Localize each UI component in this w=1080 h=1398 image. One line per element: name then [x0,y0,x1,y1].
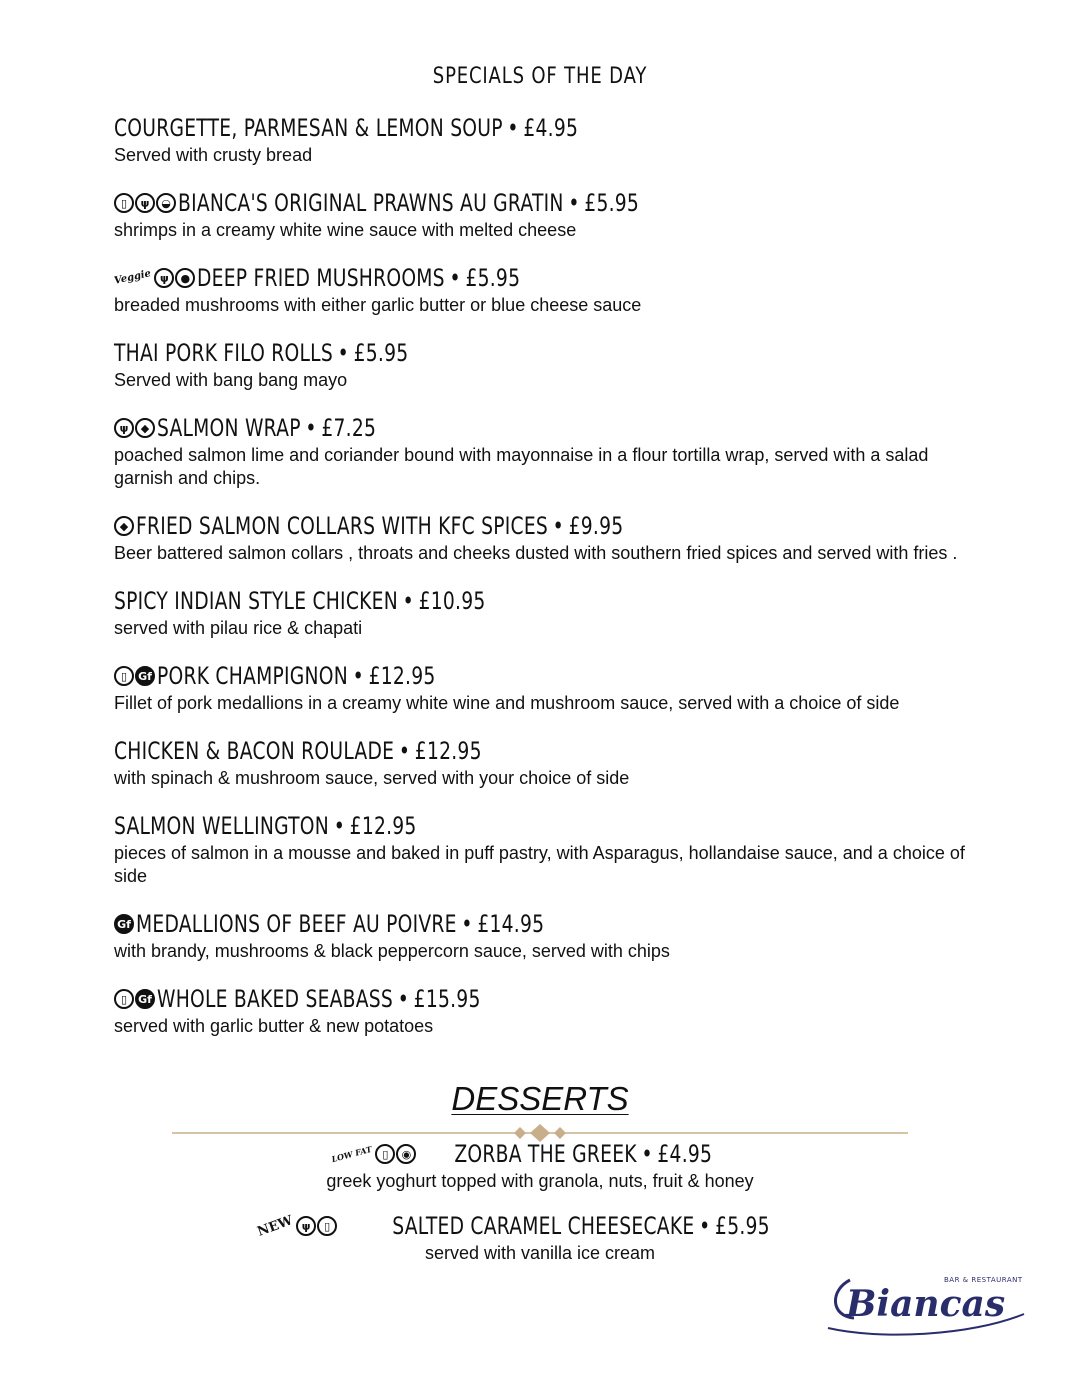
price-separator: • [398,737,411,765]
dessert-item [0,1210,1080,1265]
allergen-icons [114,516,134,536]
item-name: CHICKEN & BACON ROULADE [114,737,395,765]
gluten-icon: ψ [296,1216,316,1236]
item-price: £4.95 [657,1140,713,1168]
special-item [114,660,974,715]
special-item [114,412,974,490]
item-description: Beer battered salmon collars , throats and cheeks dusted with southern fried spices and served with fries . [114,543,958,563]
item-heading [114,262,974,294]
item-title [157,414,376,442]
item-title [136,512,623,540]
item-name: ZORBA THE GREEK [454,1140,638,1168]
item-title [114,587,485,615]
price-separator: • [461,910,473,938]
item-title [114,737,482,765]
veggie-icon: Veggie [113,268,152,287]
price-separator: • [402,587,414,615]
item-heading [114,908,974,940]
special-item [114,187,974,242]
item-title [114,339,408,367]
special-item [114,908,974,963]
price-separator: • [352,662,364,690]
item-name: SPICY INDIAN STYLE CHICKEN [114,587,398,615]
gluten-icon: ψ [154,268,174,288]
allergen-icons [114,666,155,686]
item-description: pieces of salmon in a mousse and baked in puff pastry, with Asparagus, hollandaise sauce, and a choice of side [114,843,965,886]
allergen-icons [114,418,155,438]
price-separator: • [699,1212,711,1240]
specials-list [114,112,974,1058]
item-heading [114,585,974,617]
item-price: £7.25 [321,414,377,442]
desserts-heading [0,1080,1080,1118]
item-price: £5.95 [584,189,640,217]
item-title [197,264,520,292]
special-item [114,983,974,1038]
item-description: served with vanilla ice cream [424,1243,656,1263]
item-heading [114,412,974,444]
logo-tagline: BAR & RESTAURANT [944,1276,1023,1284]
item-heading [114,735,974,767]
special-item [114,510,974,565]
special-item [114,112,974,167]
allergen-icons [114,914,134,934]
price-separator: • [641,1140,654,1168]
item-name: WHOLE BAKED SEABASS [157,985,394,1013]
item-name: THAI PORK FILO ROLLS [114,339,333,367]
price-separator: • [305,414,317,442]
price-separator: • [333,812,345,840]
item-heading [114,337,974,369]
gluten-icon: ψ [114,418,134,438]
special-item [114,262,974,317]
special-item [114,735,974,790]
dairy-icon: ▯ [114,989,134,1009]
dairy-icon: ▯ [114,666,134,686]
egg-icon: ● [175,268,195,288]
price-separator: • [552,512,564,540]
item-description: with spinach & mushroom sauce, served with your choice of side [114,768,630,788]
item-heading [114,810,974,842]
item-name: SALTED CARAMEL CHEESECAKE [392,1212,695,1240]
item-title [136,910,544,938]
price-separator: • [397,985,410,1013]
item-price: £5.95 [715,1212,770,1240]
biancas-logo [820,1270,1030,1340]
shellfish-icon: ◒ [156,193,176,213]
new-icon: NEW [255,1212,295,1240]
item-title [157,985,481,1013]
price-separator: • [507,114,519,142]
nuts-icon: ◉ [396,1144,416,1164]
item-price: £14.95 [477,910,545,938]
item-name: SALMON WRAP [157,414,301,442]
item-price: £15.95 [413,985,481,1013]
fish-icon: ◆ [114,516,134,536]
price-separator: • [449,264,462,292]
item-title [157,662,435,690]
item-name: BIANCA'S ORIGINAL PRAWNS AU GRATIN [178,189,564,217]
item-price: £12.95 [414,737,482,765]
price-separator: • [568,189,580,217]
dairy-icon: ▯ [375,1144,395,1164]
item-heading [114,187,974,219]
item-price: £9.95 [568,512,624,540]
item-title [178,189,639,217]
item-description: shrimps in a creamy white wine sauce with melted cheese [114,220,577,240]
item-price: £4.95 [523,114,579,142]
gluten-icon: ψ [135,193,155,213]
price-separator: • [337,339,349,367]
item-price: £12.95 [349,812,417,840]
allergen-icons [114,989,155,1009]
allergen-icons [114,268,195,288]
gluten-free-icon: Gf [114,914,134,934]
item-name: COURGETTE, PARMESAN & LEMON SOUP [114,114,503,142]
allergen-icons [255,1212,337,1240]
page-title: SPECIALS OF THE DAY [432,64,648,89]
item-price: £12.95 [368,662,436,690]
item-price: £10.95 [418,587,486,615]
item-heading [114,660,974,692]
special-item [114,810,974,888]
item-description: served with pilau rice & chapati [114,618,363,638]
item-description: Fillet of pork medallions in a creamy white wine and mushroom sauce, served with a choice of side [114,693,900,713]
special-item [114,337,974,392]
item-description: greek yoghurt topped with granola, nuts, fruit & honey [326,1171,754,1191]
item-description: breaded mushrooms with either garlic butter or blue cheese sauce [114,295,642,315]
item-title [114,812,417,840]
item-title [114,114,578,142]
fish-icon: ◆ [135,418,155,438]
item-title [392,1212,770,1240]
item-description: poached salmon lime and coriander bound with mayonnaise in a flour tortilla wrap, served with a salad garnish and chips. [114,445,929,488]
item-title [455,1140,713,1168]
dairy-icon: ▯ [317,1216,337,1236]
item-heading [114,510,974,542]
allergen-icons [331,1144,416,1164]
item-price: £5.95 [465,264,521,292]
low-fat-icon: LOW FAT [330,1143,373,1165]
gluten-free-icon: Gf [135,989,155,1009]
logo-wordmark: Biancas [846,1283,1006,1325]
gluten-free-icon: Gf [135,666,155,686]
item-heading [0,1210,1080,1242]
item-name: MEDALLIONS OF BEEF AU POIVRE [136,910,457,938]
item-name: DEEP FRIED MUSHROOMS [197,264,446,292]
item-name: PORK CHAMPIGNON [157,662,348,690]
dairy-icon: ▯ [114,193,134,213]
item-name: SALMON WELLINGTON [114,812,330,840]
desserts-heading-text: DESSERTS [451,1080,629,1117]
item-description: Served with bang bang mayo [114,370,348,390]
item-heading [114,983,974,1015]
special-item [114,585,974,640]
item-description: served with garlic butter & new potatoes [114,1016,434,1036]
allergen-icons [114,193,176,213]
item-price: £5.95 [353,339,409,367]
dessert-item [0,1138,1080,1193]
item-heading [0,1138,1080,1170]
item-heading [114,112,974,144]
item-name: FRIED SALMON COLLARS WITH KFC SPICES [136,512,548,540]
item-description: with brandy, mushrooms & black peppercorn sauce, served with chips [114,941,670,961]
item-description: Served with crusty bread [114,145,313,165]
